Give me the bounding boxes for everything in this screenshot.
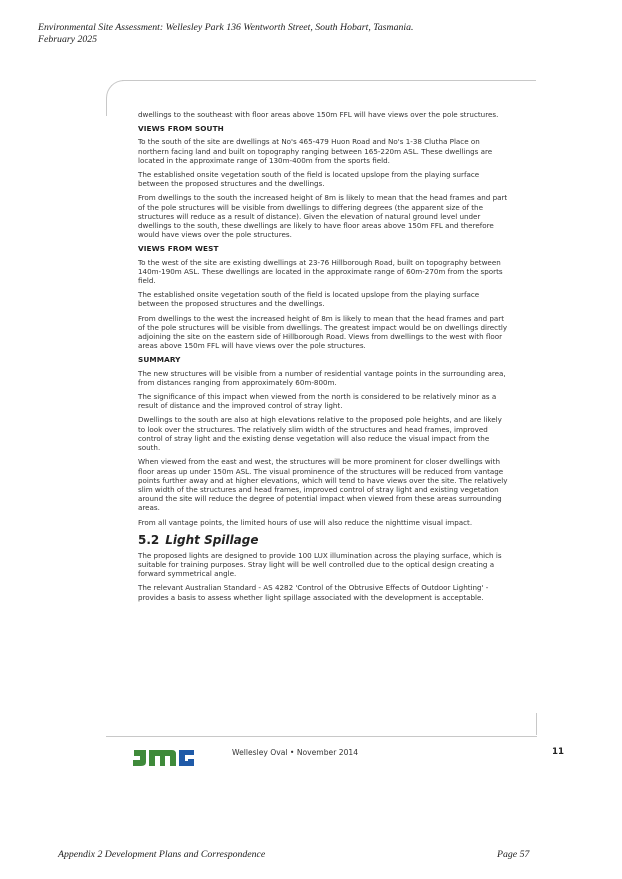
paragraph: Dwellings to the south are also at high elevations relative to the proposed pole heights, and are likely to look over the structures. The relatively slim width of the structures and head frames, improved control of stray light and the existing dense vegetation will also reduce the visual impact from the south. [138, 415, 502, 453]
footer-title: Wellesley Oval • November 2014 [232, 748, 359, 757]
frame-corner [106, 80, 127, 101]
report-page-number: 11 [552, 747, 564, 757]
paragraph: The proposed lights are designed to provide 100 LUX illumination across the playing surface, which is suitable for training purposes. Stray light will be well controlled due to the optical design creating a forward symmetrical angle. [138, 550, 502, 579]
heading-summary: SUMMARY [138, 355, 181, 365]
paragraph: The significance of this impact when viewed from the north is considered to be relatively minor as a result of distance and the improved control of stray light. [138, 392, 497, 411]
section-heading-light-spillage [138, 533, 508, 547]
paragraph: To the south of the site are dwellings at No's 465-479 Huon Road and No's 1-38 Clutha Place on northern facing land and built on topography ranging between 165-220m ASL. These dwellings are located in the approximate range of 130m-400m from the sports field. [138, 137, 493, 165]
paragraph: From dwellings to the south the increased height of 8m is likely to mean that the head frames and part of the pole structures will be visible from dwellings to differing degrees (the apparent size of the structures will reduce as a result of distance). Given the elevation of natural ground level under dwellings to the south, these dwellings are likely to have floor areas above 150m FFL and therefore would have views over the pole structures. [138, 193, 508, 240]
frame-bottom-rule [106, 736, 537, 737]
paragraph: dwellings to the southeast with floor areas above 150m FFL will have views over the pole structures. [138, 110, 499, 119]
paragraph: The established onsite vegetation south of the field is located upslope from the playing surface between the proposed structures and the dwellings. [138, 170, 480, 189]
header-title: Environmental Site Assessment: Wellesley Park 136 Wentworth Street, South Hobart, Tasmania. [38, 22, 414, 33]
paragraph: When viewed from the east and west, the structures will be more prominent for closer dwellings with floor areas up under 150m ASL. The visual prominence of the structures will be reduced from vantage points further away and at higher elevations, which will tend to have views over the site. The relatively slim width of the structures and head frames, improved control of stray light and existing vegetation around the site will reduce the degree of potential impact when viewed from these areas surrounding areas. [138, 457, 508, 513]
paragraph: From dwellings to the west the increased height of 8m is likely to mean that the head frames and part of the pole structures will be visible from dwellings. The greatest impact would be on dwellings directly adjoining the site on the eastern side of Hillborough Road. Views from dwellings to the west with floor areas above 150m FFL will have views over the pole structures. [138, 313, 508, 351]
paragraph: The new structures will be visible from a number of residential vantage points in the surrounding area, from distances ranging from approximately 60m-800m. [138, 368, 506, 387]
frame-left-rule [106, 98, 107, 116]
header-date: February 2025 [38, 34, 98, 45]
jmg-logo [132, 748, 196, 768]
section-number: 5.2 [138, 532, 160, 547]
paragraph: To the west of the site are existing dwellings at 23-76 Hillborough Road, built on topography between 140m-190m ASL. These dwellings are located in the approximate range of 60m-270m from the sports field. [138, 257, 503, 286]
paragraph: From all vantage points, the limited hours of use will also reduce the nighttime visual impact. [138, 517, 473, 527]
document-header [38, 22, 598, 46]
document-page-number: Page 57 [497, 849, 530, 860]
section-title: Light Spillage [165, 532, 259, 547]
paragraph: The established onsite vegetation south of the field is located upslope from the playing surface between the proposed structures and the dwellings. [138, 290, 480, 309]
frame-top-rule [122, 80, 536, 81]
heading-views-south: VIEWS FROM SOUTH [138, 124, 224, 134]
page-content [138, 110, 508, 607]
paragraph: The relevant Australian Standard - AS 4282 'Control of the Obtrusive Effects of Outdoor Lighting' - provides a basis to assess whether light spillage associated with the development is acceptable. [138, 583, 489, 602]
frame-right-rule [536, 713, 537, 735]
heading-views-west: VIEWS FROM WEST [138, 244, 219, 254]
appendix-label: Appendix 2 Development Plans and Correspondence [58, 849, 266, 860]
